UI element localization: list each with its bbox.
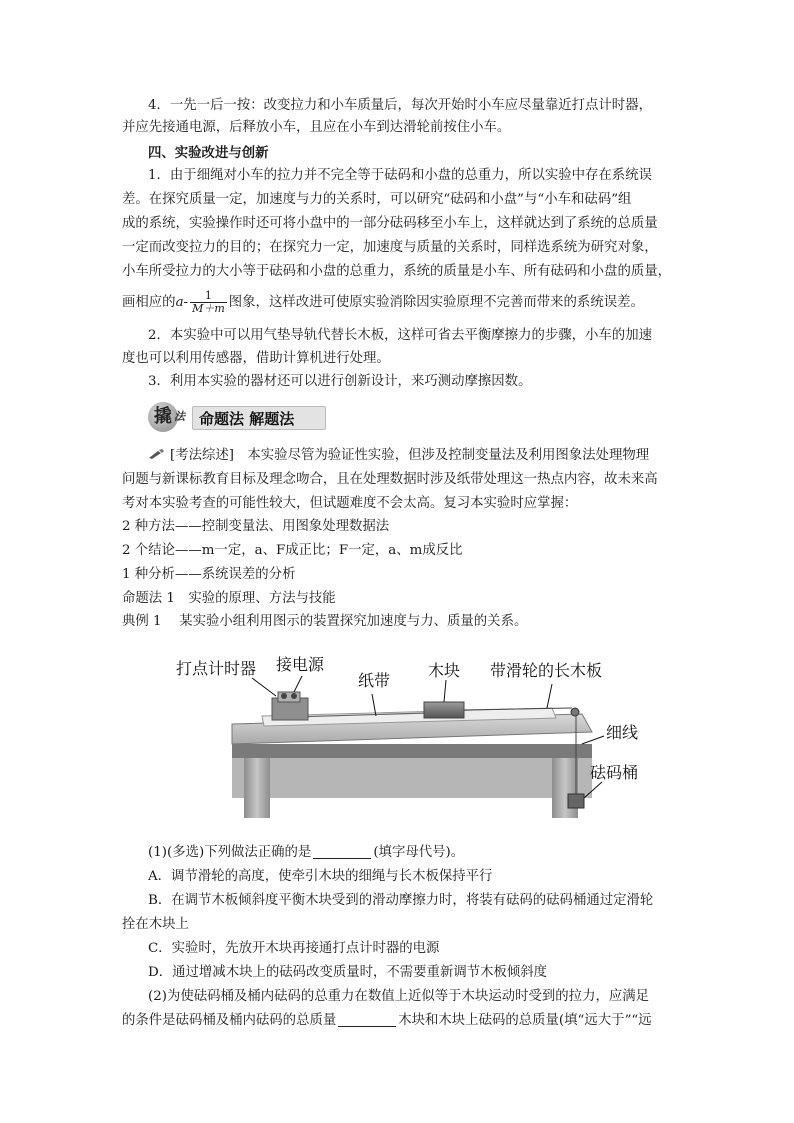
label-block: 木块 <box>428 663 461 680</box>
paragraph-line: 3．利用本实验的器材还可以进行创新设计，来巧测动摩擦因数。 <box>148 374 532 389</box>
label-board: 带滑轮的长木板 <box>490 663 603 680</box>
question-2-line2 <box>122 1011 662 1031</box>
label-timer: 打点计时器 <box>176 661 257 678</box>
question-2-line1: (2)为使砝码桶及桶内砝码的总重力在数值上近似等于木块运动时受到的拉力，应满足 <box>148 989 650 1004</box>
pulley <box>571 708 579 716</box>
summary-line <box>148 446 662 466</box>
banner-badge-sub: 法 <box>174 410 185 423</box>
paragraph-line: 差。在探究质量一定，加速度与力的关系时，可以研究“砝码和小盘”与“小车和砝码”组 <box>122 192 632 207</box>
banner-badge: 撬 <box>148 402 178 432</box>
paragraph-line: 并应先接通电源，后释放小车，且应在小车到达滑轮前按住小车。 <box>122 120 511 135</box>
q2-text-b: 木块和木块上砝码的总质量(填“远大于”“远 <box>398 1013 652 1028</box>
paragraph-line: 小车所受拉力的大小等于砝码和小盘的总重力，系统的质量是小车、所有砝码和小盘的质量， <box>122 264 672 279</box>
analysis-line: 1 种分析——系统误差的分析 <box>122 567 296 582</box>
fraction-denominator: M＋m <box>192 302 225 315</box>
apparatus-diagram <box>172 644 652 834</box>
option-d: D．通过增减木块上的砝码改变质量时，不需要重新调节木板倾斜度 <box>148 965 548 980</box>
option-b-line1: B．在调节木板倾斜度平衡木块受到的滑动摩擦力时，将装有砝码的砝码桶通过定滑轮 <box>148 893 654 908</box>
apparatus-figure <box>172 644 652 834</box>
paragraph-line: 2．本实验中可以用气垫导轨代替长木板，这样可省去平衡摩擦力的步骤，小车的加速 <box>148 328 652 343</box>
section-banner <box>148 402 324 432</box>
wooden-block <box>424 702 464 718</box>
pen-icon <box>148 448 166 460</box>
terminal-right <box>291 693 297 699</box>
q1-stem-a: (1)(多选)下列做法正确的是 <box>148 845 312 860</box>
summary-text: [考法综述] 本实验尽管为验证性实验，但涉及控制变量法及利用图象法处理物理 <box>170 448 650 463</box>
weight-bucket <box>568 794 584 808</box>
summary-line: 考对本实验考查的可能性较大，但试题难度不会太高。复习本实验时应掌握： <box>122 496 578 511</box>
table-leg-right <box>552 758 578 818</box>
paragraph-line: 一定而改变拉力的目的；在探究力一定，加速度与质量的关系时，同样选系统为研究对象， <box>122 240 658 255</box>
paragraph-line: 4．一先一后一按：改变拉力和小车质量后，每次开始时小车应尽量靠近打点计时器， <box>148 98 652 113</box>
table-leg-left <box>244 758 270 818</box>
text: 图象，这样改进可使原实验消除因实验原理不完善而带来的系统误差。 <box>228 295 644 310</box>
fraction-numerator: 1 <box>190 290 227 303</box>
answer-blank[interactable] <box>338 1012 396 1027</box>
paragraph-line: 1．由于细绳对小车的拉力并不完全等于砝码和小盘的总重力，所以实验中存在系统误 <box>148 168 652 183</box>
q2-text-a: 的条件是砝码桶及桶内砝码的总质量 <box>122 1013 337 1028</box>
option-c: C．实验时，先放开木块再接通打点计时器的电源 <box>148 941 440 956</box>
text: 画相应的 <box>122 295 176 310</box>
conclusions-line: 2 个结论——m一定，a、F成正比；F一定，a、m成反比 <box>122 543 463 558</box>
label-bucket: 砝码桶 <box>590 765 639 782</box>
q1-stem-b: (填字母代号)。 <box>373 845 465 860</box>
option-b-line2: 拴在木块上 <box>122 917 189 932</box>
answer-blank[interactable] <box>313 844 371 859</box>
label-tape: 纸带 <box>358 673 391 690</box>
table-edge <box>232 744 592 758</box>
question-1-stem <box>148 843 662 863</box>
summary-line: 问题与新课标教育目标及理念吻合，且在处理数据时涉及纸带处理这一热点内容，故未来高 <box>122 472 658 487</box>
paragraph-line: 成的系统，实验操作时还可将小盘中的一部分砝码移至小车上，这样就达到了系统的总质量 <box>122 216 658 231</box>
label-power: 接电源 <box>276 657 325 674</box>
formula-a: a <box>175 295 184 310</box>
banner-title: 命题法 解题法 <box>199 410 295 428</box>
formula-fraction <box>190 290 227 315</box>
terminal-left <box>281 693 287 699</box>
section-heading: 四、实验改进与创新 <box>148 145 269 161</box>
paragraph-line-formula: 画相应的a- $\frac{1}{M+m}$ 图象，这样改进可使原实验消除因实验原理不完善而带来的系统误差。 <box>122 289 644 315</box>
label-string: 细线 <box>606 725 639 742</box>
option-a: A．调节滑轮的高度，使牵引木块的细绳与长木板保持平行 <box>148 869 493 884</box>
method-heading: 命题法 1 实验的原理、方法与技能 <box>122 591 336 606</box>
banner-title-bar <box>192 406 326 430</box>
table-apron <box>232 758 592 798</box>
example-heading: 典例 1 某实验小组利用图示的装置探究加速度与力、质量的关系。 <box>122 614 528 629</box>
paragraph-line: 度也可以利用传感器，借助计算机进行处理。 <box>122 351 390 366</box>
methods-line: 2 种方法——控制变量法、用图象处理数据法 <box>122 519 390 534</box>
